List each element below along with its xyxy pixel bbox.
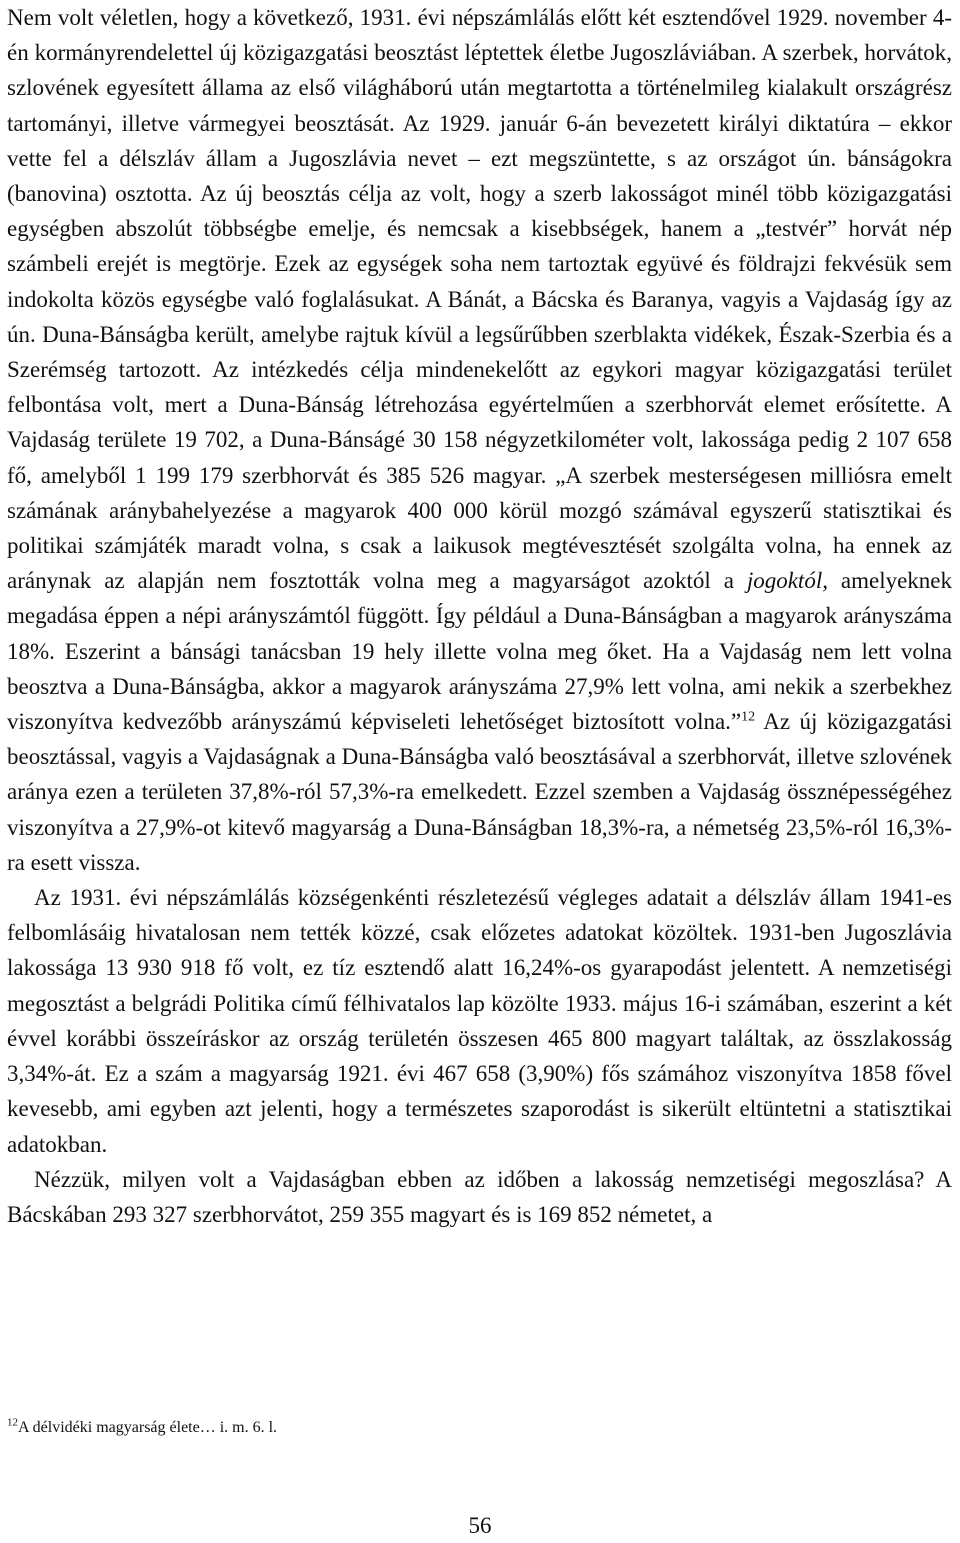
- footnote-reference[interactable]: 12: [741, 709, 756, 725]
- page-body: [7, 0, 952, 1232]
- paragraph-1-italic: jogoktól,: [746, 568, 828, 594]
- footnote: [7, 1416, 277, 1440]
- footnote-number: 12: [7, 1416, 18, 1429]
- page-number: 56: [468, 1513, 492, 1538]
- paragraph-2: Az 1931. évi népszámlálás községenkénti részletezésű végleges adatait a délszláv állam 1941-es felbomlásáig hivatalosan nem tették közzé, csak előzetes adatokat közöltek. 1931-ben Jugoszlávia lakossága 13 930 918 fő volt, ez tíz esztendő alatt 16,24%-os gyarapodást jelentett. A nemzetiségi megosztást a belgrádi Politika című félhivatalos lap közölte 1933. május 16-i számában, eszerint a két évvel korábbi összeíráskor az ország területén összesen 465 800 magyart találtak, az összlakosság 3,34%-át. Ez a szám a magyarság 1921. évi 467 658 (3,90%) fős számához viszonyítva 1858 fővel kevesebb, ami egyben azt jelenti, hogy a természetes szaporodást is sikerült eltüntetni a statisztikai adatokban.: [7, 885, 952, 1157]
- paragraph-1: [7, 0, 952, 880]
- paragraph-1-text-a: Nem volt véletlen, hogy a következő, 1931. évi népszámlálás előtt két esztendővel 1929. november 4-én kormányrendelettel új közigazgatási beosztást léptettek életbe Jugoszláviában. A szerbek, horvátok, szlovének egyesített állama az első világháború után megtartotta a történelmileg kialakult országrész tartományi, illetve vármegyei beosztását. Az 1929. január 6-án bevezetett királyi diktatúra – ekkor vette fel a délszláv állam a Jugoszlávia nevet – ezt megszüntette, s az országot ún. bánságokra (banovina) osztotta. Az új beosztás célja az volt, hogy a szerb lakosságot minél több közigazgatási egységben abszolút többségbe emelje, és nemcsak a kisebbségek, hanem a „testvér” horvát nép számbeli erejét is megtörje. Ezek az egységek soha nem tartoztak együvé és földrajzi fekvésük sem indokolta közös egységbe való foglalásukat. A Bánát, a Bácska és Baranya, vagyis a Vajdaság így az ún. Duna-Bánságba került, amelybe rajtuk kívül a legsűrűbben szerblakta vidékek, Észak-Szerbia és a Szerémség tartozott. Az intézkedés célja mindenekelőtt az egykori magyar közigazgatási terület felbontása volt, mert a Duna-Bánság létrehozása egyértelműen a szerbhorvát elemet erősítette. A Vajdaság területe 19 702, a Duna-Bánságé 30 158 négyzetkilométer volt, lakossága pedig 2 107 658 fő, amelyből 1 199 179 szerbhorvát és 385 526 magyar. „A szerbek mesterségesen milliósra emelt számának aránybahelyezése a magyarok 400 000 körül mozgó számával egyszerű statisztikai és politikai számjáték maradt volna, s csak a laikusok megtévesztését szolgálta volna, ha ennek az aránynak az alapján nem fosztották volna meg a magyarságot azoktól a: [7, 5, 952, 594]
- paragraph-3: Nézzük, milyen volt a Vajdaságban ebben az időben a lakosság nemzetiségi megoszlása? A Bácskában 293 327 szerbhorvátot, 259 355 magyart és is 169 852 németet, a: [7, 1166, 952, 1227]
- paragraph-1-text-b: amelyeknek megadása éppen a népi arányszámtól függött. Így például a Duna-Bánságban a magyarok arányszáma 18%. Eszerint a bánsági tanácsban 19 hely illette volna meg őket. Ha a Vajdaság nem lett volna beosztva a Duna-Bánságba, akkor a magyarok arányszáma 27,9% lett volna, ami nekik a szerbekhez viszonyítva kedvezőbb arányszámú képviseleti lehetőséget biztosított volna.”: [7, 568, 952, 735]
- footnote-text: A délvidéki magyarság élete… i. m. 6. l.: [18, 1419, 278, 1436]
- paragraph-1-text-c: Az új közigazgatási beosztással, vagyis a Vajdaságnak a Duna-Bánságba való beosztásával a szerbhorvát, illetve szlovének aránya ezen a területen 37,8%-ról 57,3%-ra emelkedett. Ezzel szemben a Vajdaság össznépességéhez viszonyítva a 27,9%-ot kitevő magyarság a Duna-Bánságban 18,3%-ra, a németség 23,5%-ról 16,3%-ra esett vissza.: [7, 709, 952, 875]
